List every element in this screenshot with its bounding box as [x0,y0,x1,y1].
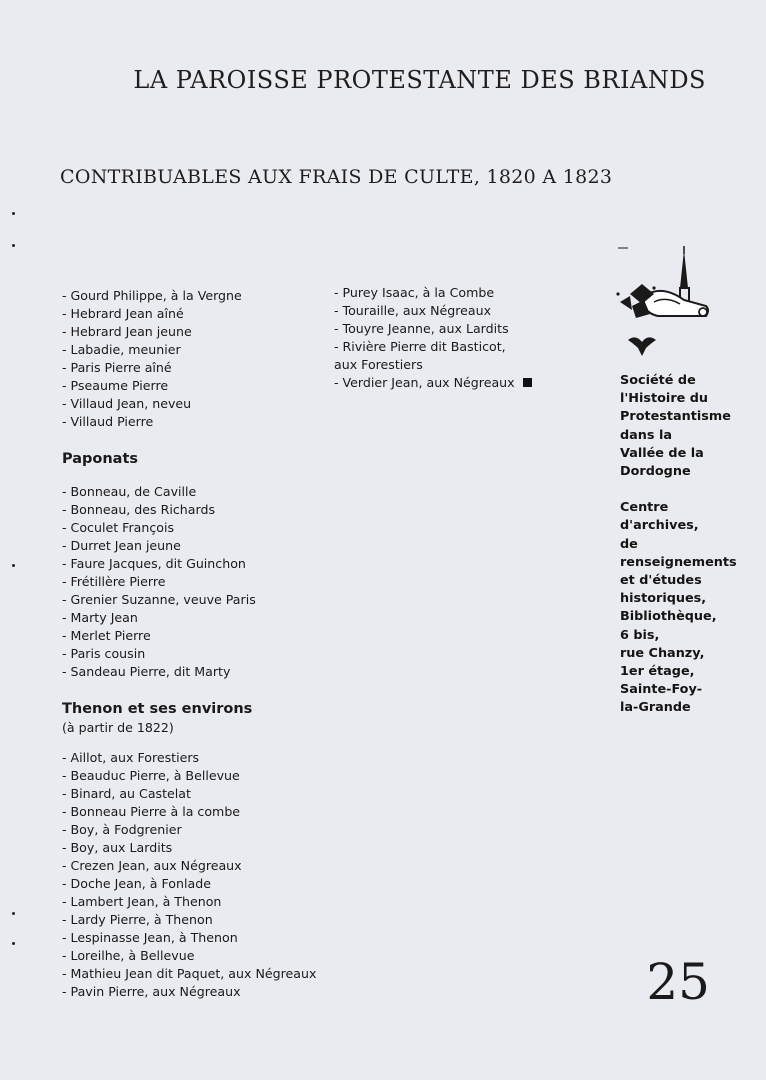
publisher-sidebar [620,372,740,718]
list-item: - Grenier Suzanne, veuve Paris [62,592,256,607]
running-title: LA PAROISSE PROTESTANTE DES BRIANDS [133,66,706,94]
list-item: - Purey Isaac, à la Combe [334,285,495,300]
list-item: - Villaud Jean, neveu [62,396,192,411]
list-item: - Bonneau, de Caville [62,484,197,499]
contributor-list-intro [62,287,352,431]
list-item: - Labadie, meunier [62,342,181,357]
list-item: - Sandeau Pierre, dit Marty [62,664,231,679]
list-item: - Frétillère Pierre [62,574,166,589]
list-item: - Marty Jean [62,610,138,625]
list-item: - Bonneau Pierre à la combe [62,804,241,819]
list-item: - Faure Jacques, dit Guinchon [62,556,246,571]
list-item: - Loreilhe, à Bellevue [62,948,195,963]
society-logo-icon [614,244,714,362]
list-item: - Lardy Pierre, à Thenon [62,912,213,927]
contributor-list-paponats [62,483,352,681]
list-item: - Pseaume Pierre [62,378,169,393]
list-item: - Lespinasse Jean, à Thenon [62,930,238,945]
list-item: - Hebrard Jean aîné [62,306,184,321]
column-1 [62,287,352,1001]
list-item: - Boy, aux Lardits [62,840,173,855]
list-item: - Villaud Pierre [62,414,154,429]
contributor-list-thenon [62,749,352,1001]
list-item: - Doche Jean, à Fonlade [62,876,211,891]
list-item: - Paris cousin [62,646,146,661]
list-item: - Hebrard Jean jeune [62,324,192,339]
list-item: - Crezen Jean, aux Négreaux [62,858,242,873]
end-mark-icon [523,378,532,387]
page-number: 25 [646,953,710,1011]
group-note-thenon: (à partir de 1822) [62,720,174,735]
list-item: - Pavin Pierre, aux Négreaux [62,984,241,999]
list-item: - Touraille, aux Négreaux [334,303,492,318]
list-item: - Beauduc Pierre, à Bellevue [62,768,240,783]
society-name: Société de l'Histoire du Protestantisme dans la Vallée de la Dordogne [620,373,731,480]
list-item: - Rivière Pierre dit Basticot, [334,339,506,354]
list-item: - Coculet François [62,520,175,535]
list-item: - Binard, au Castelat [62,786,191,801]
list-item: - Durret Jean jeune [62,538,181,553]
list-item: - Lambert Jean, à Thenon [62,894,222,909]
column-2 [334,284,564,392]
list-item: - Gourd Philippe, à la Vergne [62,288,242,303]
contributor-list-continued [334,284,564,392]
list-item: - Mathieu Jean dit Paquet, aux Négreaux [62,966,317,981]
group-title-thenon: Thenon et ses environs [62,701,253,717]
list-item-last [334,374,564,392]
list-item: - Aillot, aux Forestiers [62,750,200,765]
section-title: CONTRIBUABLES AUX FRAIS DE CULTE, 1820 A 1823 [60,166,613,188]
list-item: aux Forestiers [334,357,423,372]
group-title-paponats: Paponats [62,451,139,467]
list-item: - Paris Pierre aîné [62,360,172,375]
list-item: - Boy, à Fodgrenier [62,822,182,837]
list-item: - Bonneau, des Richards [62,502,216,517]
list-item-text: - Verdier Jean, aux Négreaux [334,375,515,390]
society-address: Centre d'archives, de renseignements et d'études historiques, Bibliothèque, 6 bis, rue Chanzy, 1er étage, Sainte-Foy- la-Grande [620,500,737,716]
list-item: - Touyre Jeanne, aux Lardits [334,321,509,336]
list-item: - Merlet Pierre [62,628,151,643]
